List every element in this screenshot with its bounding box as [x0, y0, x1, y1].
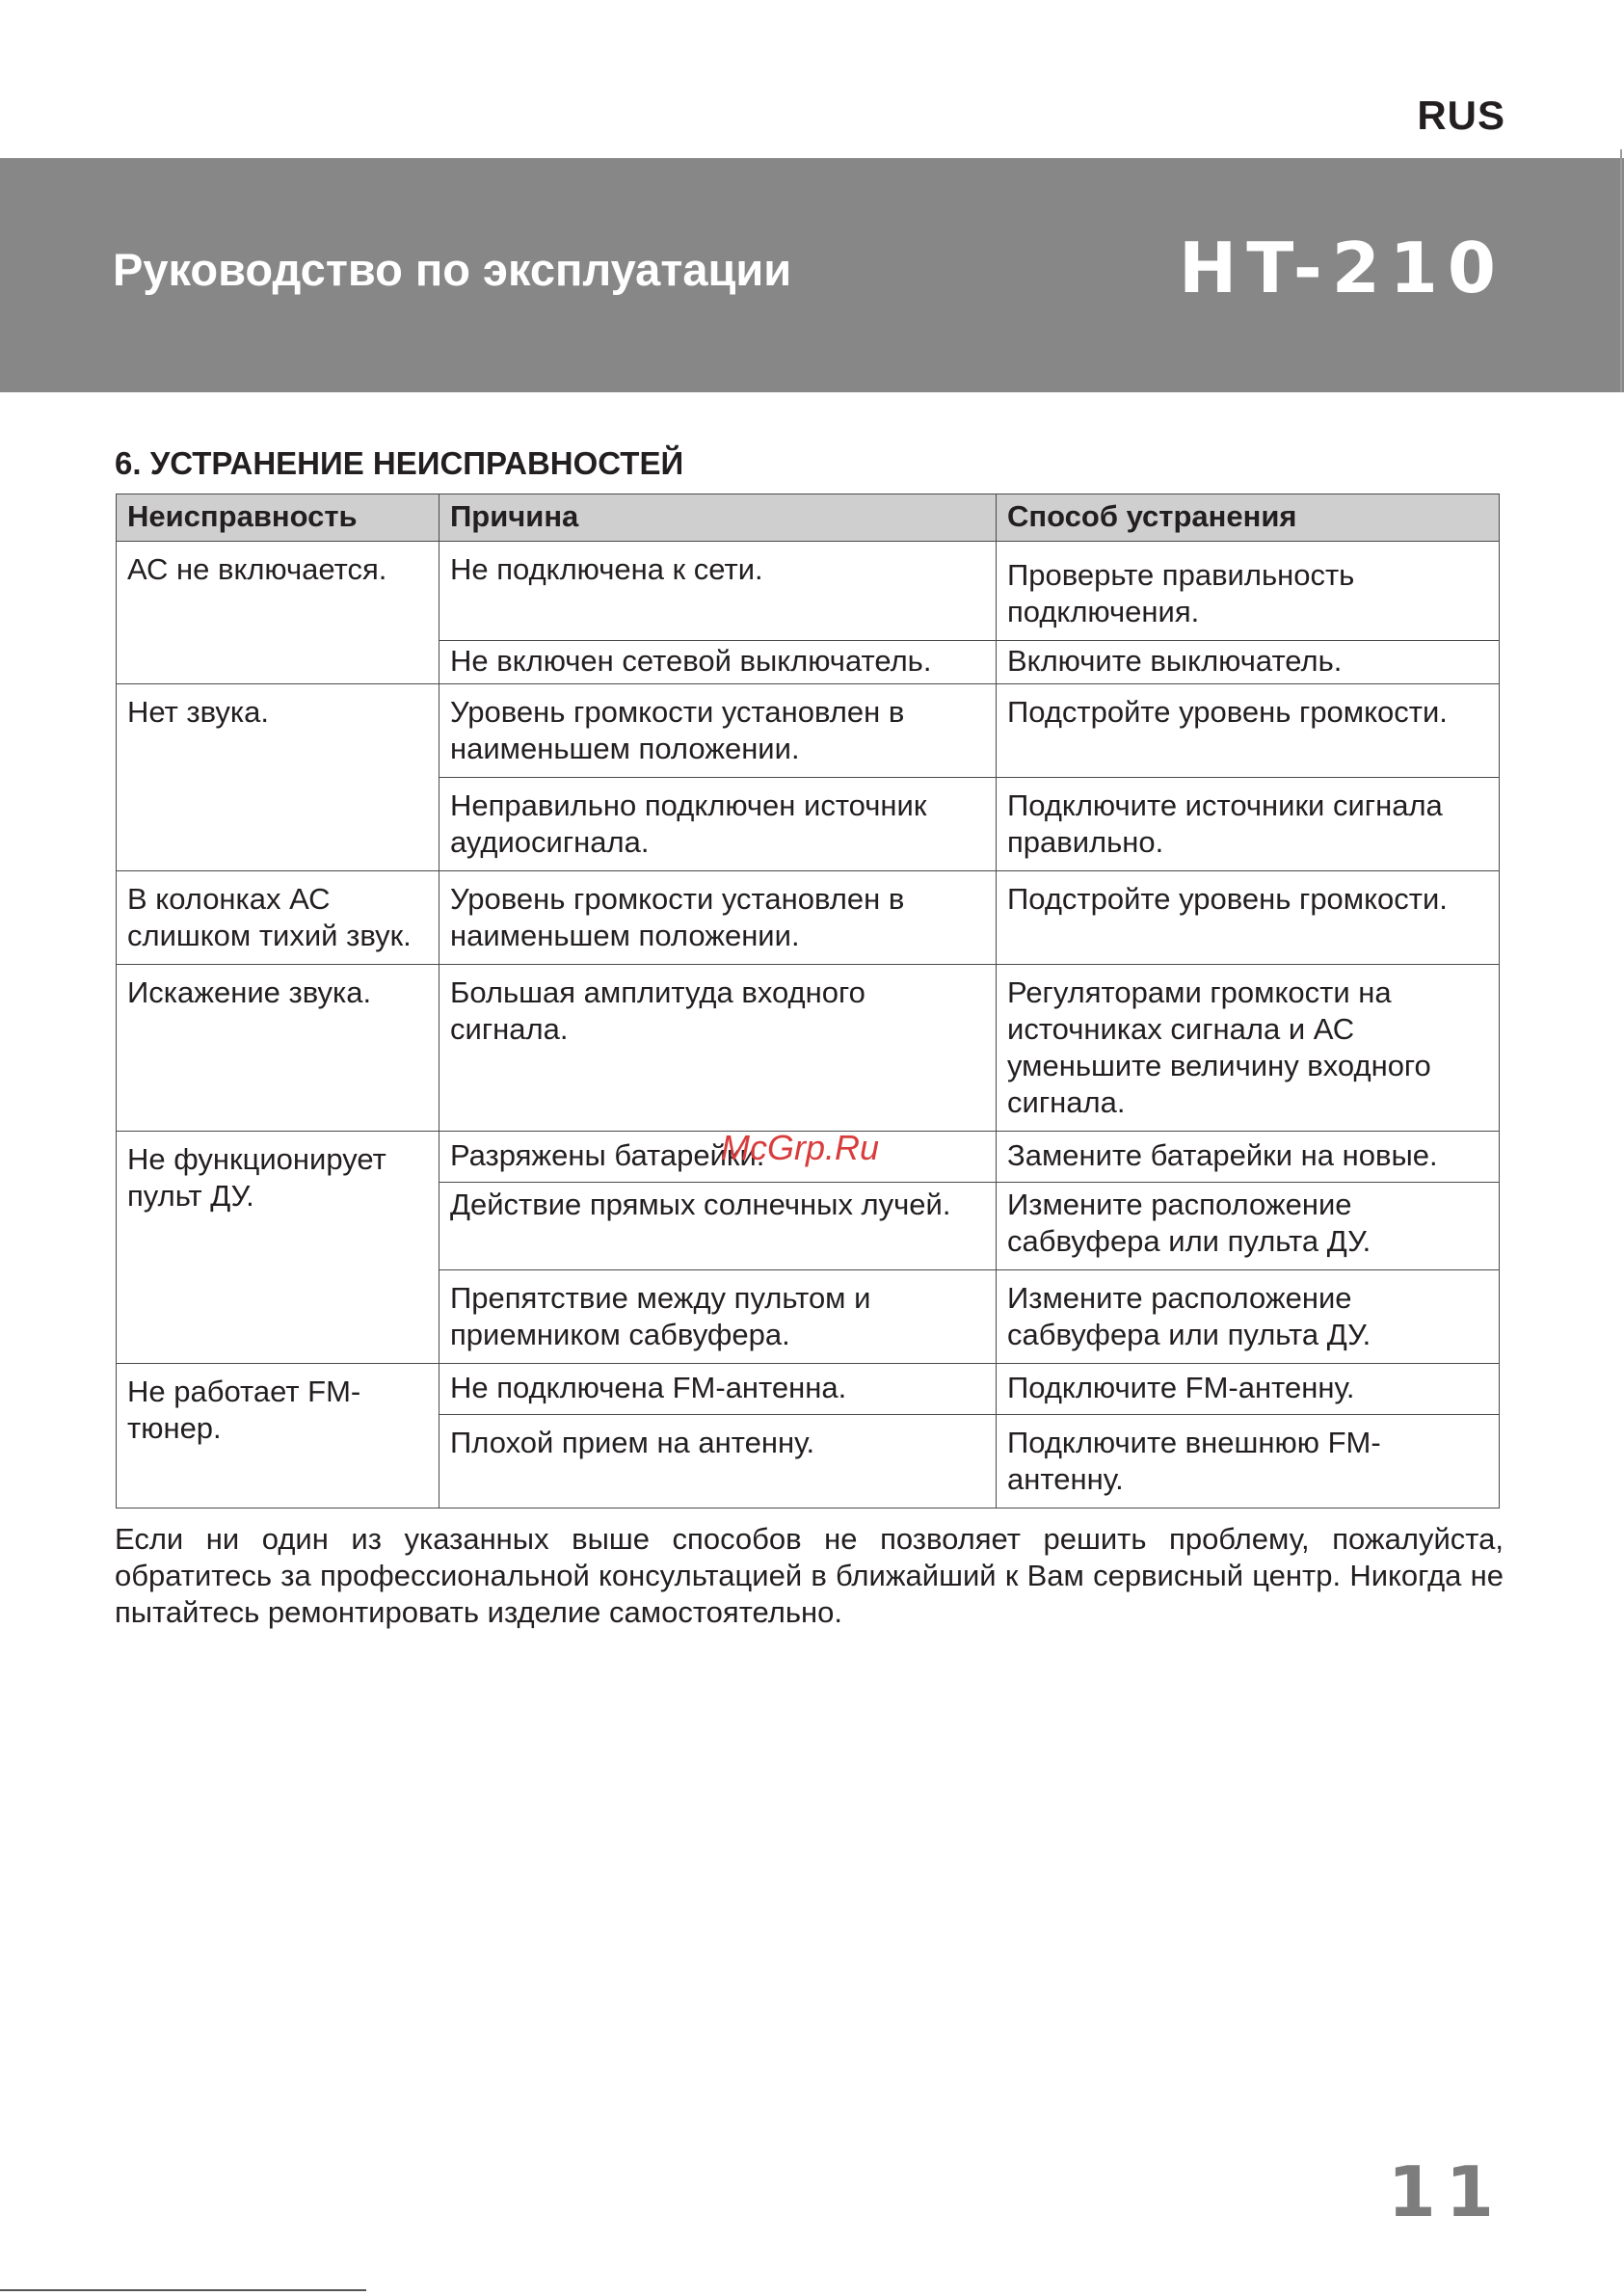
fault-cell: В колонках АС слишком тихий звук.: [117, 871, 439, 965]
section-heading: 6. УСТРАНЕНИЕ НЕИСПРАВНОСТЕЙ: [115, 445, 684, 481]
cause-cell: Неправильно подключен источник аудиосигнала.: [439, 778, 997, 871]
fault-cell: Нет звука.: [117, 684, 439, 871]
cause-cell: Не подключена к сети.: [439, 542, 997, 641]
watermark: McGrp.Ru: [721, 1128, 880, 1167]
fault-cell: Не функционирует пульт ДУ.: [117, 1132, 439, 1364]
cause-cell: Уровень громкости установлен в наименьшем положении.: [439, 871, 997, 965]
column-header-remedy: Способ устранения: [997, 494, 1500, 542]
table-row: [117, 871, 1500, 965]
fault-cell: АС не включается.: [117, 542, 439, 684]
page-edge-line: [1620, 149, 1622, 392]
footer-rule: [0, 2289, 366, 2291]
cause-cell: Большая амплитуда входного сигнала.: [439, 965, 997, 1132]
remedy-cell: Включите выключатель.: [997, 641, 1500, 684]
column-header-fault: Неисправность: [117, 494, 439, 542]
language-label: RUS: [1417, 93, 1505, 138]
table-row: [117, 1364, 1500, 1415]
troubleshooting-table: [116, 494, 1500, 1508]
table-row: [117, 684, 1500, 778]
cause-cell: Не включен сетевой выключатель.: [439, 641, 997, 684]
remedy-cell: Подключите внешнюю FM-антенну.: [997, 1415, 1500, 1508]
fault-cell: Не работает FM-тюнер.: [117, 1364, 439, 1508]
remedy-cell: Замените батарейки на новые.: [997, 1132, 1500, 1183]
table-row: [117, 965, 1500, 1132]
remedy-cell: Измените расположение сабвуфера или пульта ДУ.: [997, 1183, 1500, 1270]
table-header-row: [117, 494, 1500, 542]
table-row: [117, 542, 1500, 641]
remedy-cell: Подключите источники сигнала правильно.: [997, 778, 1500, 871]
column-header-cause: Причина: [439, 494, 997, 542]
cause-cell: Уровень громкости установлен в наименьшем положении.: [439, 684, 997, 778]
remedy-cell: Измените расположение сабвуфера или пульта ДУ.: [997, 1270, 1500, 1364]
remedy-cell: Проверьте правильность подключения.: [997, 542, 1500, 641]
model-name: HT-210: [1179, 227, 1505, 308]
cause-cell: Действие прямых солнечных лучей.: [439, 1183, 997, 1270]
page-number: 11: [1387, 2151, 1504, 2232]
remedy-cell: Регуляторами громкости на источниках сигнала и АС уменьшите величину входного сигнала.: [997, 965, 1500, 1132]
remedy-cell: Подстройте уровень громкости.: [997, 684, 1500, 778]
note-paragraph: Если ни один из указанных выше способов не позволяет решить проблему, пожалуйста, обратитесь за профессиональной консультацией в ближайший к Вам сервисный центр. Никогда не пытайтесь ремонтировать изделие самостоятельно.: [115, 1522, 1504, 1629]
fault-cell: Искажение звука.: [117, 965, 439, 1132]
cause-cell: Препятствие между пультом и приемником сабвуфера.: [439, 1270, 997, 1364]
cause-cell: Плохой прием на антенну.: [439, 1415, 997, 1508]
remedy-cell: Подстройте уровень громкости.: [997, 871, 1500, 965]
cause-cell: Не подключена FM-антенна.: [439, 1364, 997, 1415]
document-title: Руководство по эксплуатации: [113, 244, 792, 295]
cause-cell: Разряжены батарейки.: [439, 1132, 997, 1183]
remedy-cell: Подключите FM-антенну.: [997, 1364, 1500, 1415]
